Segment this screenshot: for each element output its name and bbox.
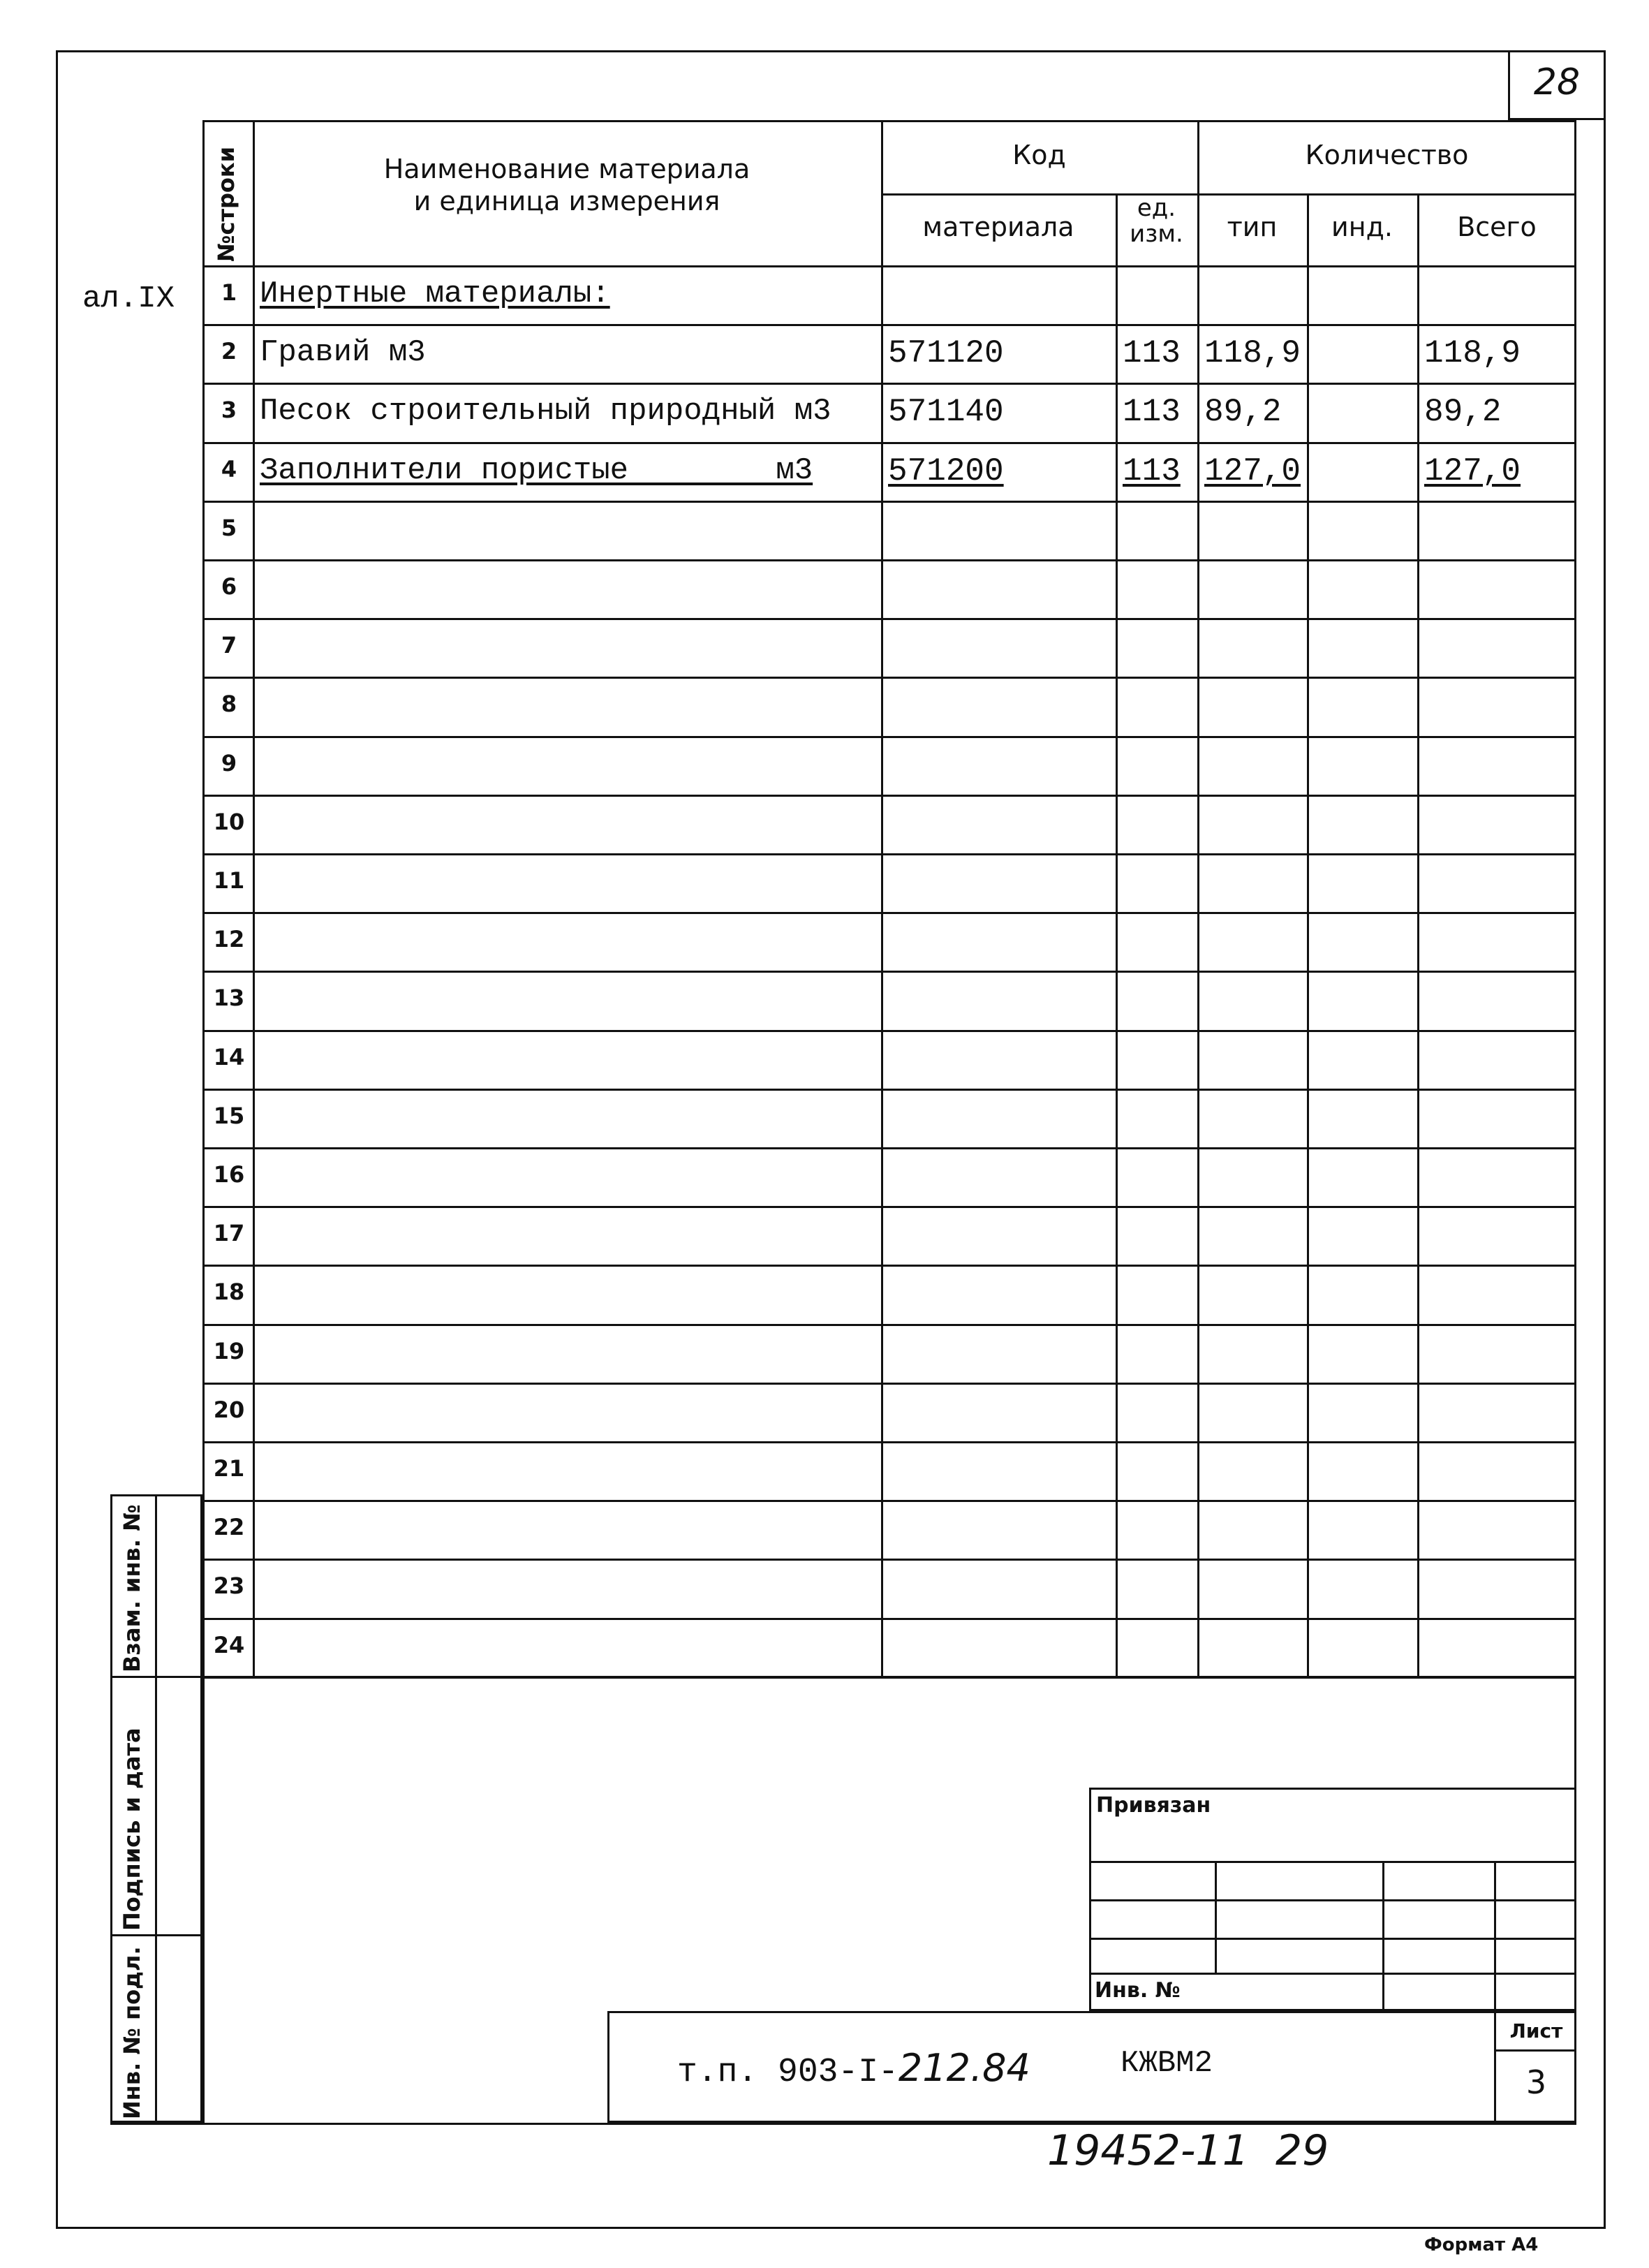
row-divider bbox=[202, 795, 1576, 797]
cell-type: 89,2 bbox=[1204, 394, 1282, 431]
side-label-podpis: Подпись и дата bbox=[119, 1728, 145, 1931]
row-divider bbox=[202, 1383, 1576, 1385]
designation-printed: т.п. 903-I- bbox=[677, 2054, 899, 2091]
header-material-name: Наименование материала и единица измерения bbox=[383, 154, 750, 216]
cell-unit: 113 bbox=[1123, 394, 1181, 431]
row-divider bbox=[202, 912, 1576, 914]
row-number: 8 bbox=[221, 691, 237, 718]
header-code-material: материала bbox=[922, 212, 1074, 242]
cell-name: Песок строительный природный м3 bbox=[260, 394, 831, 429]
header-row-number: №строки bbox=[213, 146, 239, 262]
row-number: 6 bbox=[221, 573, 237, 600]
row-number: 7 bbox=[221, 632, 237, 659]
row-divider bbox=[202, 853, 1576, 855]
row-divider bbox=[202, 1147, 1576, 1149]
header-qty-ind: инд. bbox=[1331, 212, 1393, 242]
left-reference: ал.IX bbox=[82, 281, 175, 316]
cell-code: 571140 bbox=[888, 394, 1004, 431]
row-divider bbox=[202, 971, 1576, 973]
row-number: 21 bbox=[213, 1455, 245, 1482]
row-divider bbox=[202, 1500, 1576, 1502]
cell-name: Инертные материалы: bbox=[260, 277, 610, 311]
sheet-number: 3 bbox=[1525, 2063, 1547, 2101]
bottom-handwritten-number: 19452-11 29 bbox=[1047, 2126, 1329, 2175]
row-number: 14 bbox=[213, 1043, 245, 1070]
row-number: 15 bbox=[213, 1102, 245, 1129]
sheet-label: Лист bbox=[1509, 2019, 1563, 2042]
row-number: 1 bbox=[221, 279, 237, 306]
row-divider bbox=[202, 736, 1576, 738]
header-qty-total: Всего bbox=[1457, 212, 1537, 242]
row-number: 23 bbox=[213, 1573, 245, 1600]
row-number: 20 bbox=[213, 1396, 245, 1423]
row-divider bbox=[202, 1618, 1576, 1620]
header-code-unit: ед. изм. bbox=[1130, 194, 1183, 249]
row-divider bbox=[202, 1265, 1576, 1267]
row-number: 24 bbox=[213, 1631, 245, 1658]
privyazan-label: Привязан bbox=[1096, 1793, 1211, 1818]
row-number: 5 bbox=[221, 514, 237, 541]
side-label-vzam: Взам. инв. № bbox=[119, 1504, 145, 1672]
cell-code: 571200 bbox=[888, 452, 1004, 489]
row-divider bbox=[202, 1559, 1576, 1561]
row-divider bbox=[202, 618, 1576, 620]
cell-type: 118,9 bbox=[1204, 335, 1301, 372]
row-divider bbox=[202, 677, 1576, 679]
cell-name: Гравий м3 bbox=[260, 335, 426, 371]
row-number: 17 bbox=[213, 1220, 245, 1247]
row-divider bbox=[202, 1324, 1576, 1326]
cell-total: 89,2 bbox=[1424, 394, 1502, 431]
side-label-inv-podl: Инв. № подл. bbox=[119, 1946, 145, 2119]
header-code-group: Код bbox=[1012, 140, 1066, 170]
row-number: 12 bbox=[213, 926, 245, 953]
row-number: 3 bbox=[221, 397, 237, 424]
page-number: 28 bbox=[1533, 61, 1581, 103]
row-divider bbox=[202, 1089, 1576, 1091]
row-number: 4 bbox=[221, 455, 237, 483]
row-divider bbox=[202, 501, 1576, 503]
cell-unit: 113 bbox=[1123, 335, 1181, 372]
row-divider bbox=[202, 324, 1576, 326]
row-number: 11 bbox=[213, 867, 245, 894]
cell-name: Заполнители пористые м3 bbox=[260, 452, 813, 488]
cell-unit: 113 bbox=[1123, 452, 1181, 489]
row-divider bbox=[202, 1441, 1576, 1443]
row-divider bbox=[202, 559, 1576, 561]
row-number: 19 bbox=[213, 1337, 245, 1364]
cell-total: 127,0 bbox=[1424, 452, 1521, 489]
row-number: 2 bbox=[221, 338, 237, 365]
designation-handwritten: 212.84 bbox=[898, 2046, 1030, 2090]
cell-code: 571120 bbox=[888, 335, 1004, 372]
designation bbox=[677, 2046, 1030, 2091]
row-number: 9 bbox=[221, 749, 237, 776]
row-number: 10 bbox=[213, 808, 245, 835]
row-number: 13 bbox=[213, 985, 245, 1012]
inv-no-label: Инв. № bbox=[1095, 1978, 1181, 2003]
row-number: 22 bbox=[213, 1514, 245, 1541]
row-number: 16 bbox=[213, 1161, 245, 1188]
format-label: Формат А4 bbox=[1424, 2234, 1539, 2255]
row-divider bbox=[202, 383, 1576, 385]
row-divider bbox=[202, 442, 1576, 444]
document-code: КЖВМ2 bbox=[1121, 2046, 1213, 2081]
cell-total: 118,9 bbox=[1424, 335, 1521, 372]
row-divider bbox=[202, 1030, 1576, 1032]
header-qty-type: тип bbox=[1227, 212, 1278, 242]
row-divider bbox=[202, 1206, 1576, 1208]
header-qty-group: Количество bbox=[1305, 140, 1469, 170]
cell-type: 127,0 bbox=[1204, 452, 1301, 489]
row-number: 18 bbox=[213, 1279, 245, 1306]
